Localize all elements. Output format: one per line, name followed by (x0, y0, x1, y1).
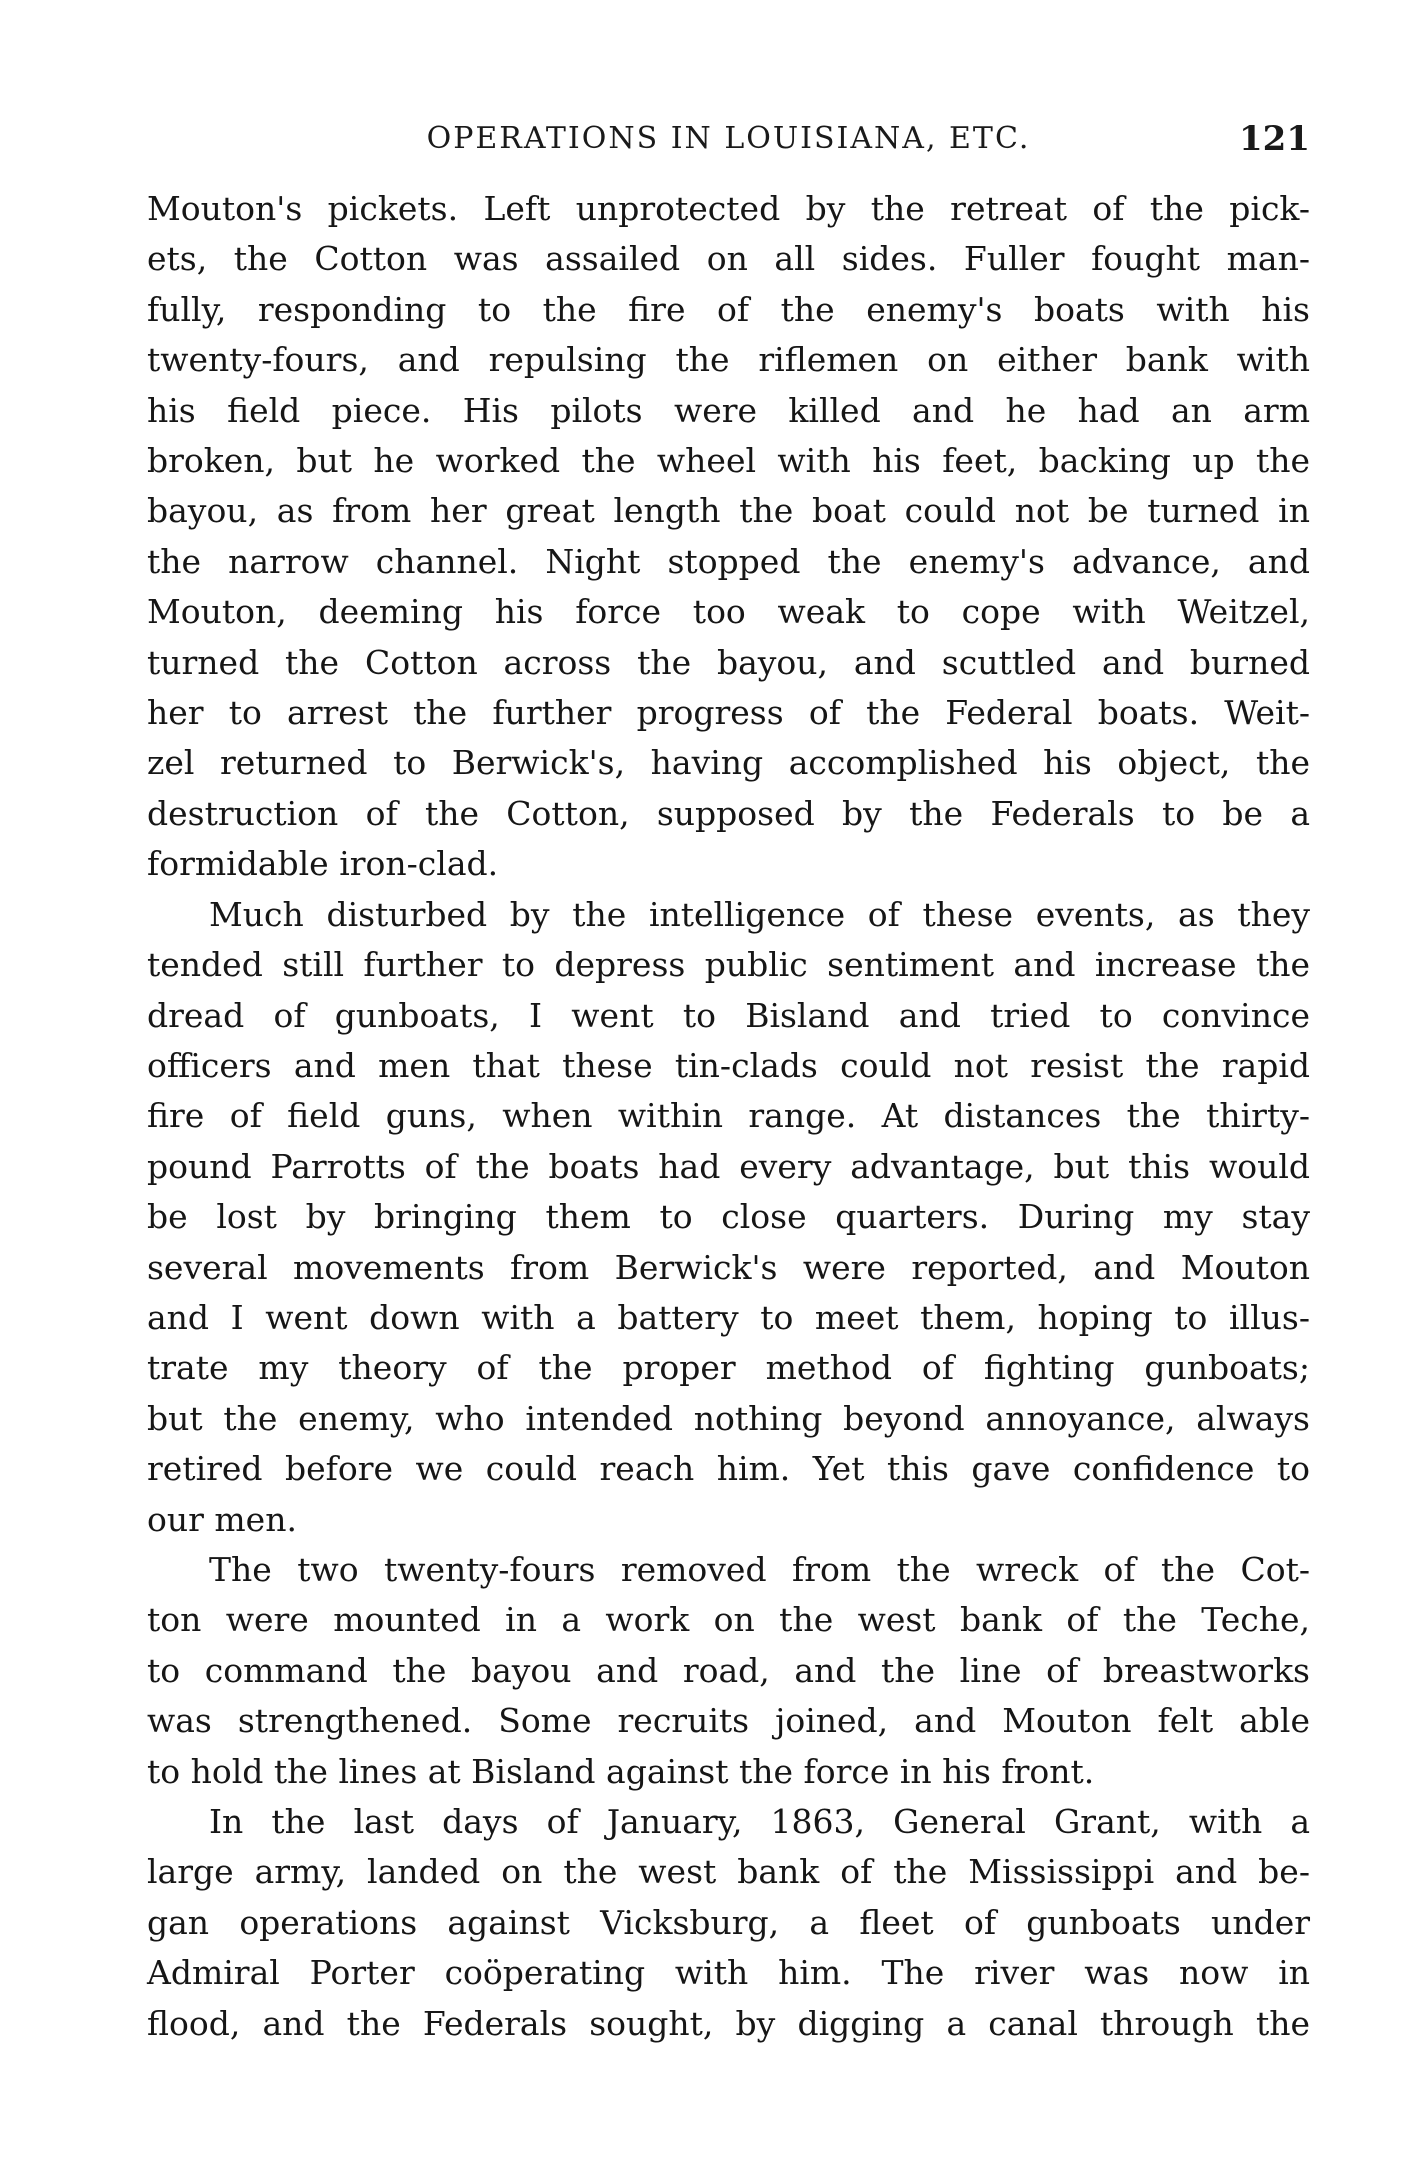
text-line: be lost by bringing them to close quarters. During my stay (147, 1197, 1310, 1237)
paragraph (147, 184, 1310, 890)
text-line: The two twenty-fours removed from the wreck of the Cot- (209, 1549, 1310, 1589)
text-line: was strengthened. Some recruits joined, and Mouton felt able (147, 1701, 1310, 1741)
text-line: her to arrest the further progress of the Federal boats. Weit- (147, 693, 1310, 733)
text-line: fire of field guns, when within range. At distances the thirty- (147, 1096, 1310, 1136)
text-line: but the enemy, who intended nothing beyond annoyance, always (147, 1398, 1310, 1438)
text-line: Mouton, deeming his force too weak to cope with Weitzel, (147, 592, 1310, 632)
text-line: the narrow channel. Night stopped the enemy's advance, and (147, 541, 1310, 581)
text-line: bayou, as from her great length the boat could not be turned in (147, 491, 1310, 531)
text-line: to hold the lines at Bisland against the force in his front. (147, 1751, 1095, 1791)
text-line: dread of gunboats, I went to Bisland and tried to convince (147, 995, 1310, 1035)
text-line: fully, responding to the fire of the enemy's boats with his (147, 289, 1310, 329)
paragraph (147, 1545, 1310, 1797)
text-line: gan operations against Vicksburg, a fleet of gunboats under (147, 1902, 1310, 1942)
running-head (147, 113, 1310, 169)
text-line: Mouton's pickets. Left unprotected by the retreat of the pick- (147, 189, 1310, 228)
text-line: zel returned to Berwick's, having accomplished his object, the (147, 743, 1310, 783)
text-line: several movements from Berwick's were reported, and Mouton (147, 1247, 1310, 1287)
text-line: flood, and the Federals sought, by digging a canal through the (147, 2003, 1310, 2043)
body-text (147, 184, 1310, 2049)
text-line: tended still further to depress public sentiment and increase the (147, 945, 1310, 985)
text-line: retired before we could reach him. Yet this gave confidence to (147, 1449, 1310, 1489)
text-line: pound Parrotts of the boats had every advantage, but this would (147, 1146, 1310, 1186)
text-line: ton were mounted in a work on the west bank of the Teche, (147, 1600, 1310, 1640)
running-head-title: OPERATIONS IN LOUISIANA, ETC. (426, 121, 1031, 156)
text-line: and I went down with a battery to meet them, hoping to illus- (147, 1297, 1310, 1337)
text-line: turned the Cotton across the bayou, and scuttled and burned (147, 642, 1310, 682)
text-line: his field piece. His pilots were killed and he had an arm (147, 390, 1310, 430)
text-line: destruction of the Cotton, supposed by the Federals to be a (147, 793, 1310, 833)
text-line: to command the bayou and road, and the line of breastworks (147, 1650, 1310, 1690)
paragraph (147, 890, 1310, 1545)
text-line: large army, landed on the west bank of the Mississippi and be- (147, 1852, 1310, 1892)
text-line: Admiral Porter coöperating with him. The river was now in (147, 1953, 1310, 1993)
text-line: formidable iron-clad. (147, 844, 499, 884)
text-line: trate my theory of the proper method of fighting gunboats; (147, 1348, 1310, 1388)
text-line: broken, but he worked the wheel with his feet, backing up the (147, 441, 1310, 481)
text-line: Much disturbed by the intelligence of these events, as they (209, 894, 1310, 934)
text-line: twenty-fours, and repulsing the riflemen on either bank with (147, 340, 1310, 380)
paragraph (147, 1797, 1310, 2049)
text-line: In the last days of January, 1863, General Grant, with a (209, 1802, 1310, 1841)
page-number: 121 (1239, 119, 1310, 159)
text-line: our men. (147, 1499, 297, 1539)
text-line: ets, the Cotton was assailed on all sides. Fuller fought man- (147, 239, 1310, 279)
text-line: officers and men that these tin-clads could not resist the rapid (147, 1045, 1310, 1085)
